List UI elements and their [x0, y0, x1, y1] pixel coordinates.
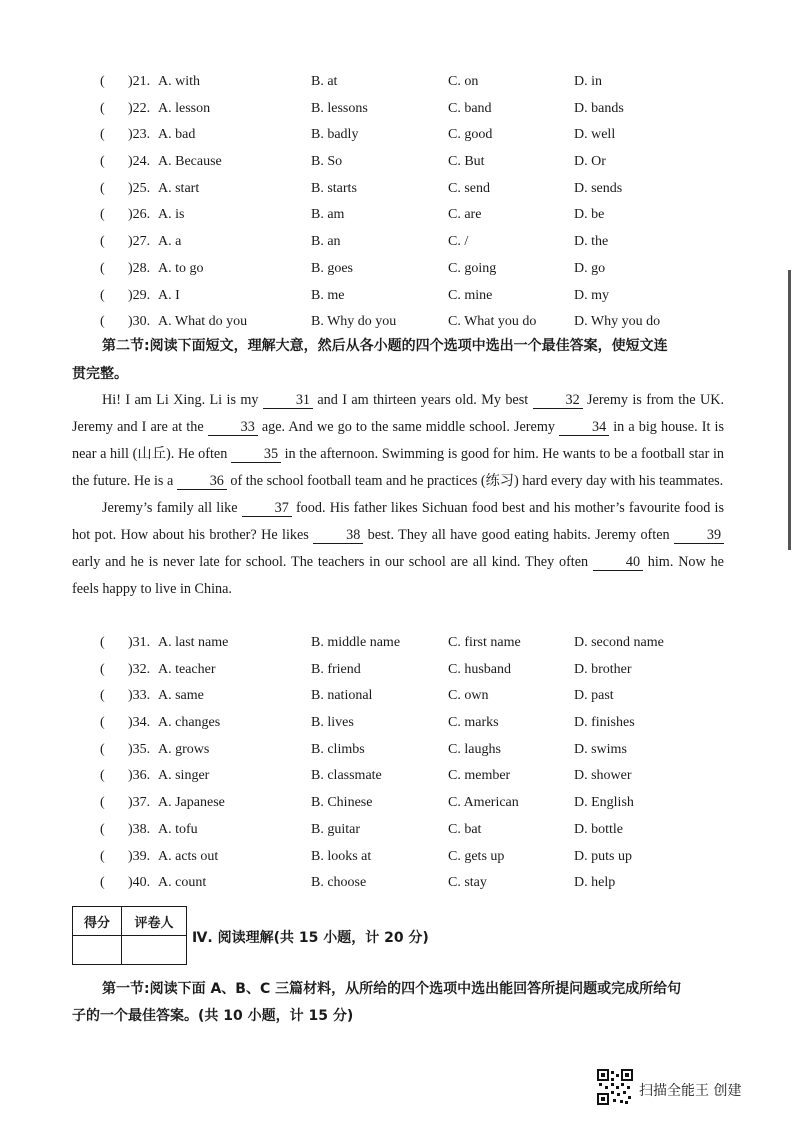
- answer-paren[interactable]: (: [100, 74, 105, 89]
- option-d: D. English: [574, 795, 634, 811]
- option-a: A. singer: [158, 768, 210, 784]
- question-number: )22.: [128, 100, 151, 116]
- option-c: C. going: [448, 260, 497, 276]
- section1-heading: [102, 976, 732, 1003]
- option-c: C. are: [448, 207, 482, 223]
- option-b: B. an: [311, 234, 341, 250]
- option-c: C. bat: [448, 821, 482, 837]
- option-a: A. acts out: [158, 848, 219, 864]
- question-number: )39.: [128, 848, 151, 864]
- option-b: B. me: [311, 287, 345, 303]
- question-number: )25.: [128, 180, 151, 196]
- passage-text: and I am thirteen years old. My best: [312, 392, 533, 408]
- option-a: A. a: [158, 234, 182, 250]
- question-number: )35.: [128, 741, 151, 757]
- option-d: D. finishes: [574, 715, 635, 731]
- option-c: C. band: [448, 100, 492, 116]
- scanner-brand-text: 扫描全能王 创建: [639, 1082, 742, 1099]
- option-d: D. my: [574, 287, 609, 303]
- answer-paren[interactable]: (: [100, 688, 105, 704]
- question-number: )36.: [128, 768, 151, 784]
- option-b: B. lessons: [311, 100, 368, 116]
- option-d: D. past: [574, 688, 614, 704]
- scanner-footer: [597, 1069, 741, 1110]
- option-a: A. What do you: [158, 314, 248, 330]
- passage-text: Jeremy is from the UK. Jeremy and I are at the: [72, 392, 724, 435]
- option-b: B. choose: [311, 875, 367, 891]
- blank-number[interactable]: 38: [313, 527, 363, 544]
- option-a: A. with: [158, 74, 200, 89]
- option-c: C. on: [448, 74, 479, 89]
- option-d: D. swims: [574, 741, 627, 757]
- option-a: A. Because: [158, 154, 222, 170]
- option-c: C. But: [448, 154, 485, 170]
- blank-number[interactable]: 39: [674, 527, 724, 544]
- question-row: [0, 870, 793, 897]
- passage-text: in the afternoon. Swimming is good for him. He wants to be a football star in the future. He is a: [72, 446, 724, 489]
- option-a: A. lesson: [158, 100, 211, 116]
- passage-paragraph-1: [72, 387, 724, 495]
- question-row: [0, 69, 793, 96]
- option-b: B. national: [311, 688, 373, 704]
- question-number: )32.: [128, 661, 151, 677]
- answer-paren[interactable]: (: [100, 661, 105, 677]
- option-c: C. /: [448, 234, 469, 250]
- section2-heading-line1: 第二节:阅读下面短文，理解大意，然后从各小题的四个选项中选出一个最佳答案，使短文连: [102, 338, 668, 354]
- passage-text: food. His father likes Sichuan food best and his mother’s favourite food is hot pot. How about his brother? He likes: [72, 500, 724, 543]
- option-c: C. What you do: [448, 314, 537, 330]
- question-row: [0, 122, 793, 149]
- grader-label: 评卷人: [122, 907, 187, 936]
- question-list-31-40: [0, 630, 793, 897]
- option-b: B. at: [311, 74, 338, 89]
- blank-number[interactable]: 37: [242, 500, 292, 517]
- score-label: 得分: [73, 907, 122, 936]
- question-number: )30.: [128, 314, 151, 330]
- passage-text: best. They all have good eating habits. Jeremy often: [363, 527, 674, 543]
- question-row: [0, 202, 793, 229]
- cloze-passage: [72, 387, 724, 603]
- question-row: [0, 657, 793, 684]
- question-number: )21.: [128, 74, 151, 89]
- option-a: A. changes: [158, 715, 221, 731]
- section1-heading-cont: [72, 1003, 472, 1030]
- option-b: B. Chinese: [311, 795, 373, 811]
- option-c: C. first name: [448, 635, 521, 650]
- option-d: D. the: [574, 234, 609, 250]
- option-d: D. in: [574, 74, 602, 89]
- question-row: [0, 176, 793, 203]
- answer-paren[interactable]: (: [100, 635, 105, 650]
- question-row: [0, 683, 793, 710]
- option-d: D. puts up: [574, 848, 632, 864]
- option-b: B. badly: [311, 127, 359, 143]
- option-c: C. mine: [448, 287, 493, 303]
- question-list-21-30: [0, 69, 793, 336]
- answer-paren[interactable]: (: [100, 875, 105, 891]
- option-c: C. stay: [448, 875, 487, 891]
- score-table: [72, 906, 187, 965]
- blank-number[interactable]: 32: [533, 392, 583, 409]
- passage-text: early and he is never late for school. The teachers in our school are all kind. They often: [72, 554, 593, 570]
- option-a: A. is: [158, 207, 185, 223]
- passage-text: age. And we go to the same middle school. Jeremy: [257, 419, 560, 435]
- answer-paren[interactable]: (: [100, 821, 105, 837]
- question-row: [0, 149, 793, 176]
- option-d: D. Or: [574, 154, 606, 170]
- section1-heading-line2: 子的一个最佳答案。(共 10 小题，计 15 分): [72, 1008, 354, 1024]
- blank-number[interactable]: 33: [208, 419, 258, 436]
- option-d: D. sends: [574, 180, 623, 196]
- question-row: [0, 817, 793, 844]
- question-row: [0, 630, 793, 657]
- option-b: B. classmate: [311, 768, 382, 784]
- question-row: [0, 309, 793, 336]
- answer-paren[interactable]: (: [100, 314, 105, 330]
- option-b: B. guitar: [311, 821, 360, 837]
- option-c: C. gets up: [448, 848, 505, 864]
- option-d: D. help: [574, 875, 616, 891]
- answer-paren[interactable]: (: [100, 715, 105, 731]
- blank-number[interactable]: 40: [593, 554, 643, 571]
- blank-number[interactable]: 35: [231, 446, 281, 463]
- question-number: )31.: [128, 635, 151, 650]
- question-row: [0, 790, 793, 817]
- option-d: D. be: [574, 207, 605, 223]
- passage-text: Jeremy’s family all like: [102, 500, 242, 516]
- qr-code-icon: [597, 1069, 633, 1110]
- option-d: D. well: [574, 127, 616, 143]
- grader-cell[interactable]: [122, 936, 187, 965]
- question-row: [0, 844, 793, 871]
- question-number: )33.: [128, 688, 151, 704]
- passage-text: Hi! I am Li Xing. Li is my: [102, 392, 263, 408]
- blank-number[interactable]: 31: [263, 392, 313, 409]
- option-d: D. Why you do: [574, 314, 661, 330]
- option-b: B. looks at: [311, 848, 372, 864]
- option-b: B. friend: [311, 661, 361, 677]
- option-a: A. tofu: [158, 821, 198, 837]
- answer-paren[interactable]: (: [100, 100, 105, 116]
- option-b: B. climbs: [311, 741, 365, 757]
- answer-paren[interactable]: (: [100, 127, 105, 143]
- question-row: [0, 737, 793, 764]
- option-a: A. bad: [158, 127, 196, 143]
- option-d: D. brother: [574, 661, 632, 677]
- option-a: A. to go: [158, 260, 204, 276]
- section2-heading-cont: [72, 361, 372, 388]
- option-d: D. bands: [574, 100, 624, 116]
- option-b: B. starts: [311, 180, 357, 196]
- option-b: B. am: [311, 207, 345, 223]
- option-a: A. count: [158, 875, 207, 891]
- option-b: B. So: [311, 154, 343, 170]
- answer-paren[interactable]: (: [100, 207, 105, 223]
- section1-heading-line1: 第一节:阅读下面 A、B、C 三篇材料，从所给的四个选项中选出能回答所提问题或完成所给句: [102, 981, 682, 997]
- answer-paren[interactable]: (: [100, 795, 105, 811]
- option-a: A. last name: [158, 635, 229, 650]
- section2-heading: [102, 333, 732, 360]
- option-c: C. member: [448, 768, 511, 784]
- answer-paren[interactable]: (: [100, 234, 105, 250]
- option-b: B. middle name: [311, 635, 401, 650]
- option-d: D. go: [574, 260, 606, 276]
- question-number: )38.: [128, 821, 151, 837]
- answer-paren[interactable]: (: [100, 287, 105, 303]
- option-a: A. start: [158, 180, 200, 196]
- option-c: C. own: [448, 688, 489, 704]
- option-b: B. Why do you: [311, 314, 397, 330]
- passage-text: in a big house. It is near a hill (山丘). He often: [72, 419, 724, 462]
- option-a: A. same: [158, 688, 204, 704]
- question-number: )23.: [128, 127, 151, 143]
- option-b: B. goes: [311, 260, 353, 276]
- option-d: D. shower: [574, 768, 632, 784]
- question-row: [0, 710, 793, 737]
- option-c: C. laughs: [448, 741, 501, 757]
- answer-paren[interactable]: (: [100, 154, 105, 170]
- question-row: [0, 283, 793, 310]
- answer-paren[interactable]: (: [100, 848, 105, 864]
- option-c: C. good: [448, 127, 493, 143]
- option-c: C. husband: [448, 661, 511, 677]
- blank-number[interactable]: 34: [559, 419, 609, 436]
- question-number: )29.: [128, 287, 151, 303]
- passage-text: him. Now he feels happy to live in China.: [72, 554, 724, 597]
- option-b: B. lives: [311, 715, 354, 731]
- passage-text: of the school football team and he practices (练习) hard every day with his teammates.: [226, 473, 724, 489]
- option-c: C. send: [448, 180, 490, 196]
- question-row: [0, 229, 793, 256]
- section4-title: Ⅳ. 阅读理解(共 15 小题，计 20 分): [192, 930, 429, 946]
- score-cell[interactable]: [73, 936, 122, 965]
- option-a: A. I: [158, 287, 180, 303]
- question-number: )24.: [128, 154, 151, 170]
- answer-paren[interactable]: (: [100, 180, 105, 196]
- question-row: [0, 96, 793, 123]
- question-number: )40.: [128, 875, 151, 891]
- option-c: C. American: [448, 795, 519, 811]
- question-number: )28.: [128, 260, 151, 276]
- question-number: )26.: [128, 207, 151, 223]
- question-number: )27.: [128, 234, 151, 250]
- option-a: A. grows: [158, 741, 210, 757]
- option-a: A. teacher: [158, 661, 216, 677]
- question-number: )37.: [128, 795, 151, 811]
- option-a: A. Japanese: [158, 795, 225, 811]
- question-row: [0, 256, 793, 283]
- answer-paren[interactable]: (: [100, 768, 105, 784]
- question-number: )34.: [128, 715, 151, 731]
- option-c: C. marks: [448, 715, 499, 731]
- blank-number[interactable]: 36: [177, 473, 227, 490]
- answer-paren[interactable]: (: [100, 741, 105, 757]
- option-d: D. bottle: [574, 821, 623, 837]
- page-edge-mark: [788, 270, 791, 550]
- option-d: D. second name: [574, 635, 664, 650]
- answer-paren[interactable]: (: [100, 260, 105, 276]
- section2-heading-line2: 贯完整。: [72, 366, 128, 382]
- question-row: [0, 763, 793, 790]
- passage-paragraph-2: [72, 495, 724, 603]
